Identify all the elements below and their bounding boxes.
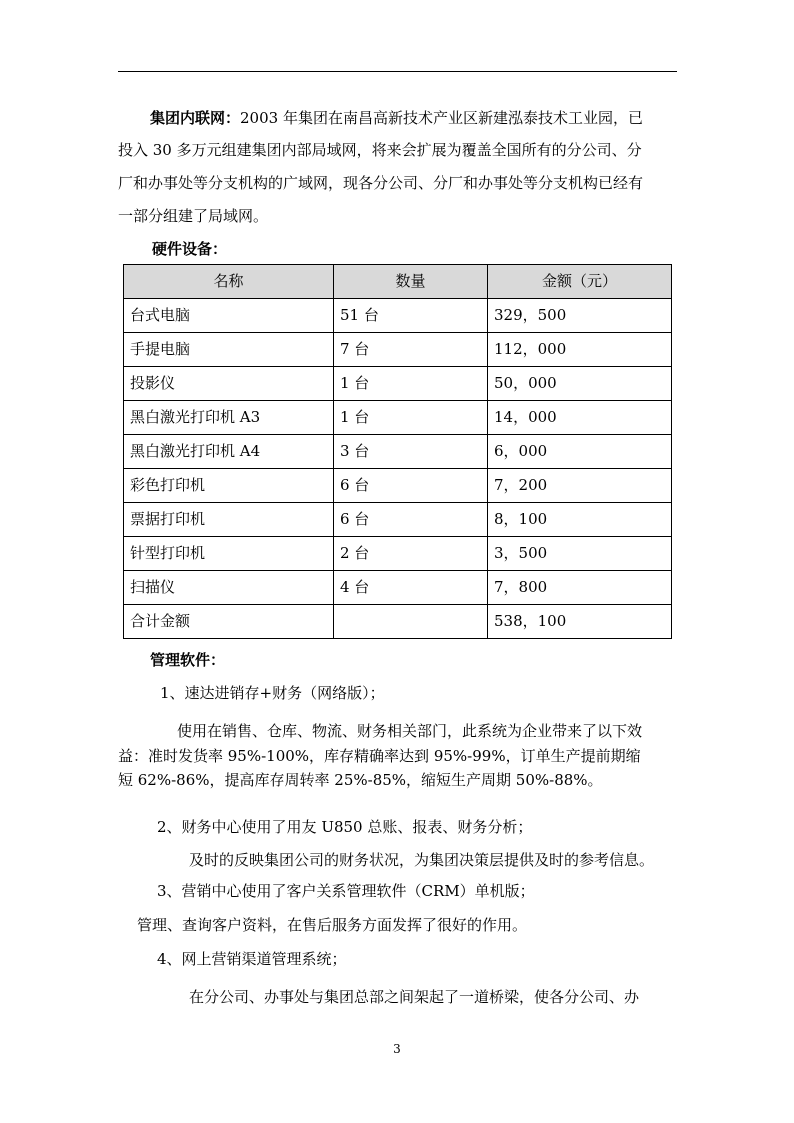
table-cell: 6，000 xyxy=(488,435,672,469)
table-cell: 投影仪 xyxy=(124,367,334,401)
table-row xyxy=(124,605,672,639)
table-cell: 1 台 xyxy=(334,401,488,435)
software-item-2-desc: 及时的反映集团公司的财务状况，为集团决策层提供及时的参考信息。 xyxy=(189,851,655,869)
table-header-cell: 名称 xyxy=(124,265,334,299)
table-row xyxy=(124,503,672,537)
table-row xyxy=(124,469,672,503)
software-item-1: 1、速达进销存+财务（网络版）； xyxy=(160,684,385,702)
intro-line-2: 投入 30 多万元组建集团内部局域网，将来会扩展为覆盖全国所有的分公司、分 xyxy=(118,141,642,159)
table-cell: 合计金额 xyxy=(124,605,334,639)
table-cell xyxy=(334,605,488,639)
intro-line-3: 厂和办事处等分支机构的广域网，现各分公司、分厂和办事处等分支机构已经有 xyxy=(118,174,644,192)
table-cell: 手提电脑 xyxy=(124,333,334,367)
table-cell: 台式电脑 xyxy=(124,299,334,333)
software-item-3: 3、营销中心使用了客户关系管理软件（CRM）单机版； xyxy=(157,882,535,900)
software-item-1-desc-1: 使用在销售、仓库、物流、财务相关部门，此系统为企业带来了以下效 xyxy=(177,722,643,740)
table-row xyxy=(124,367,672,401)
table-row xyxy=(124,571,672,605)
intro-line-4: 一部分组建了局域网。 xyxy=(118,207,269,225)
intro-line-1 xyxy=(150,103,643,133)
software-item-4: 4、网上营销渠道管理系统； xyxy=(157,950,347,968)
software-item-1-desc-3: 短 62%-86%，提高库存周转率 25%-85%，缩短生产周期 50%-88%。 xyxy=(118,771,603,789)
software-item-4-desc: 在分公司、办事处与集团总部之间架起了一道桥梁，使各分公司、办 xyxy=(189,988,640,1006)
table-cell: 7 台 xyxy=(334,333,488,367)
table-cell: 票据打印机 xyxy=(124,503,334,537)
software-heading: 管理软件： xyxy=(150,651,226,669)
hardware-table xyxy=(123,264,672,639)
page-number: 3 xyxy=(393,1042,401,1056)
table-cell: 7，200 xyxy=(488,469,672,503)
table-cell: 6 台 xyxy=(334,469,488,503)
table-cell: 黑白激光打印机 A3 xyxy=(124,401,334,435)
table-header-cell: 金额（元） xyxy=(488,265,672,299)
table-cell: 扫描仪 xyxy=(124,571,334,605)
intro-lead: 集团内联网： xyxy=(150,109,241,127)
table-row xyxy=(124,401,672,435)
table-header-cell: 数量 xyxy=(334,265,488,299)
table-cell: 538，100 xyxy=(488,605,672,639)
table-cell: 3，500 xyxy=(488,537,672,571)
table-cell: 8，100 xyxy=(488,503,672,537)
table-cell: 14，000 xyxy=(488,401,672,435)
intro-line-1-text: 2003 年集团在南昌高新技术产业区新建泓泰技术工业园，已 xyxy=(240,109,643,127)
table-row xyxy=(124,537,672,571)
table-cell: 7，800 xyxy=(488,571,672,605)
hardware-heading: 硬件设备： xyxy=(152,240,228,258)
software-item-2: 2、财务中心使用了用友 U850 总账、报表、财务分析； xyxy=(157,818,533,836)
table-cell: 4 台 xyxy=(334,571,488,605)
table-row xyxy=(124,333,672,367)
table-cell: 50，000 xyxy=(488,367,672,401)
software-item-3-desc: 管理、查询客户资料，在售后服务方面发挥了很好的作用。 xyxy=(137,916,528,934)
table-cell: 彩色打印机 xyxy=(124,469,334,503)
table-cell: 针型打印机 xyxy=(124,537,334,571)
table-cell: 51 台 xyxy=(334,299,488,333)
table-cell: 329，500 xyxy=(488,299,672,333)
header-rule xyxy=(118,71,677,72)
table-row xyxy=(124,435,672,469)
table-cell: 112，000 xyxy=(488,333,672,367)
table-cell: 黑白激光打印机 A4 xyxy=(124,435,334,469)
software-item-1-desc-2: 益：准时发货率 95%-100%，库存精确率达到 95%-99%，订单生产提前期缩 xyxy=(118,747,641,765)
table-cell: 3 台 xyxy=(334,435,488,469)
table-cell: 6 台 xyxy=(334,503,488,537)
table-cell: 2 台 xyxy=(334,537,488,571)
table-row xyxy=(124,299,672,333)
table-header-row xyxy=(124,265,672,299)
table-cell: 1 台 xyxy=(334,367,488,401)
